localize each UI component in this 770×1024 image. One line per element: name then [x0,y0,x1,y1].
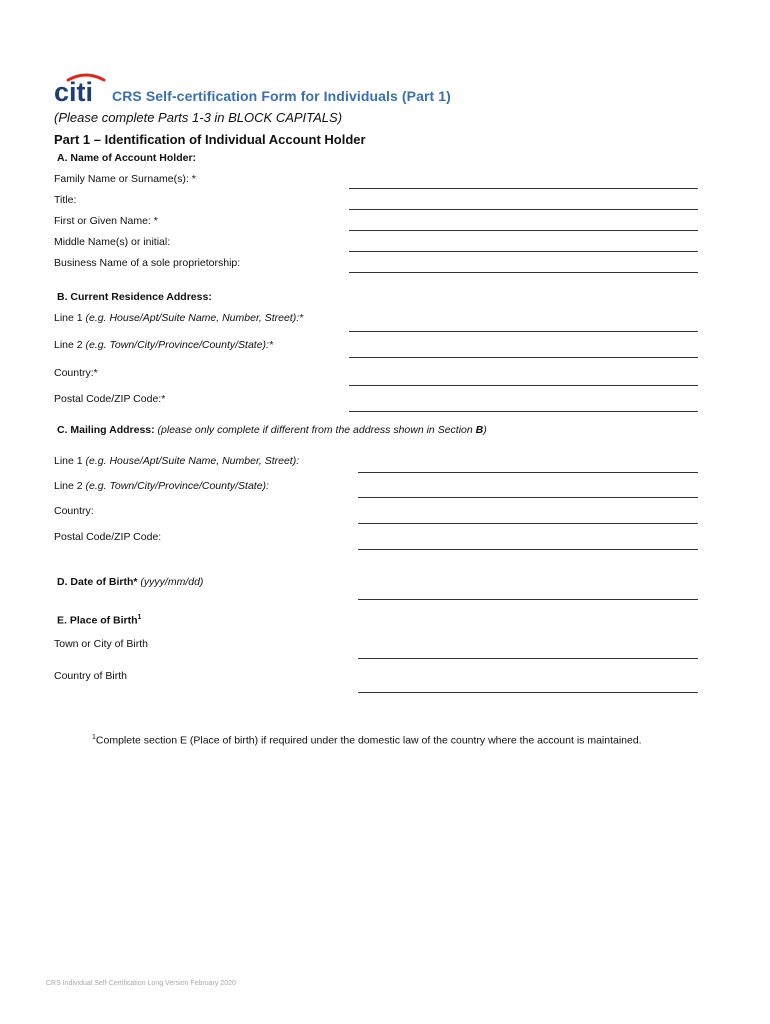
citi-logo [54,72,108,104]
page-footer: CRS Individual Self-Certification Long Version February 2020 [46,980,236,987]
mailing-line1-label: Line 1 (e.g. House/Apt/Suite Name, Number, Street): [54,455,300,467]
residence-line2-input-line[interactable] [349,357,698,358]
section-e-heading: E. Place of Birth$^1$ [57,614,142,627]
residence-postal-input-line[interactable] [349,411,698,412]
title-label: Title: [54,194,77,206]
residence-line1-label: Line 1 (e.g. House/Apt/Suite Name, Number, Street):* [54,312,304,324]
first-name-input-line[interactable] [349,230,698,231]
svg-text:citi: citi [54,77,94,104]
residence-postal-label: Postal Code/ZIP Code:* [54,393,166,405]
mailing-line2-input-line[interactable] [358,497,698,498]
mailing-line2-label: Line 2 (e.g. Town/City/Province/County/State): [54,480,269,492]
residence-line1-input-line[interactable] [349,331,698,332]
business-name-label: Business Name of a sole proprietorship: [54,257,241,269]
family-name-label: Family Name or Surname(s): * [54,173,196,185]
section-b-heading: B. Current Residence Address: [57,291,212,303]
mailing-country-label: Country: [54,505,94,517]
birth-town-label: Town or City of Birth [54,638,148,650]
residence-line2-label: Line 2 (e.g. Town/City/Province/County/State):* [54,339,274,351]
birth-town-input-line[interactable] [358,658,698,659]
section-c-heading: C. Mailing Address: (please only complete if different from the address shown in Section B) [57,424,487,436]
section-d-heading: D. Date of Birth* (yyyy/mm/dd) [57,576,204,588]
family-name-input-line[interactable] [349,188,698,189]
date-of-birth-input-line[interactable] [358,599,698,600]
section-a-heading: A. Name of Account Holder: [57,152,197,164]
middle-name-label: Middle Name(s) or initial: [54,236,171,248]
birth-country-label: Country of Birth [54,670,127,682]
mailing-postal-label: Postal Code/ZIP Code: [54,531,162,543]
mailing-country-input-line[interactable] [358,523,698,524]
middle-name-input-line[interactable] [349,251,698,252]
form-subtitle: (Please complete Parts 1-3 in BLOCK CAPITALS) [54,110,343,125]
title-input-line[interactable] [349,209,698,210]
part-heading: Part 1 – Identification of Individual Account Holder [54,132,366,147]
residence-country-input-line[interactable] [349,385,698,386]
residence-country-label: Country:* [54,367,98,379]
footnote: $^1$Complete section E (Place of birth) if required under the domestic law of the country where the account is maintained. [92,734,642,747]
business-name-input-line[interactable] [349,272,698,273]
first-name-label: First or Given Name: * [54,215,158,227]
mailing-postal-input-line[interactable] [358,549,698,550]
mailing-line1-input-line[interactable] [358,472,698,473]
form-title: CRS Self-certification Form for Individuals (Part 1) [112,88,451,104]
birth-country-input-line[interactable] [358,692,698,693]
